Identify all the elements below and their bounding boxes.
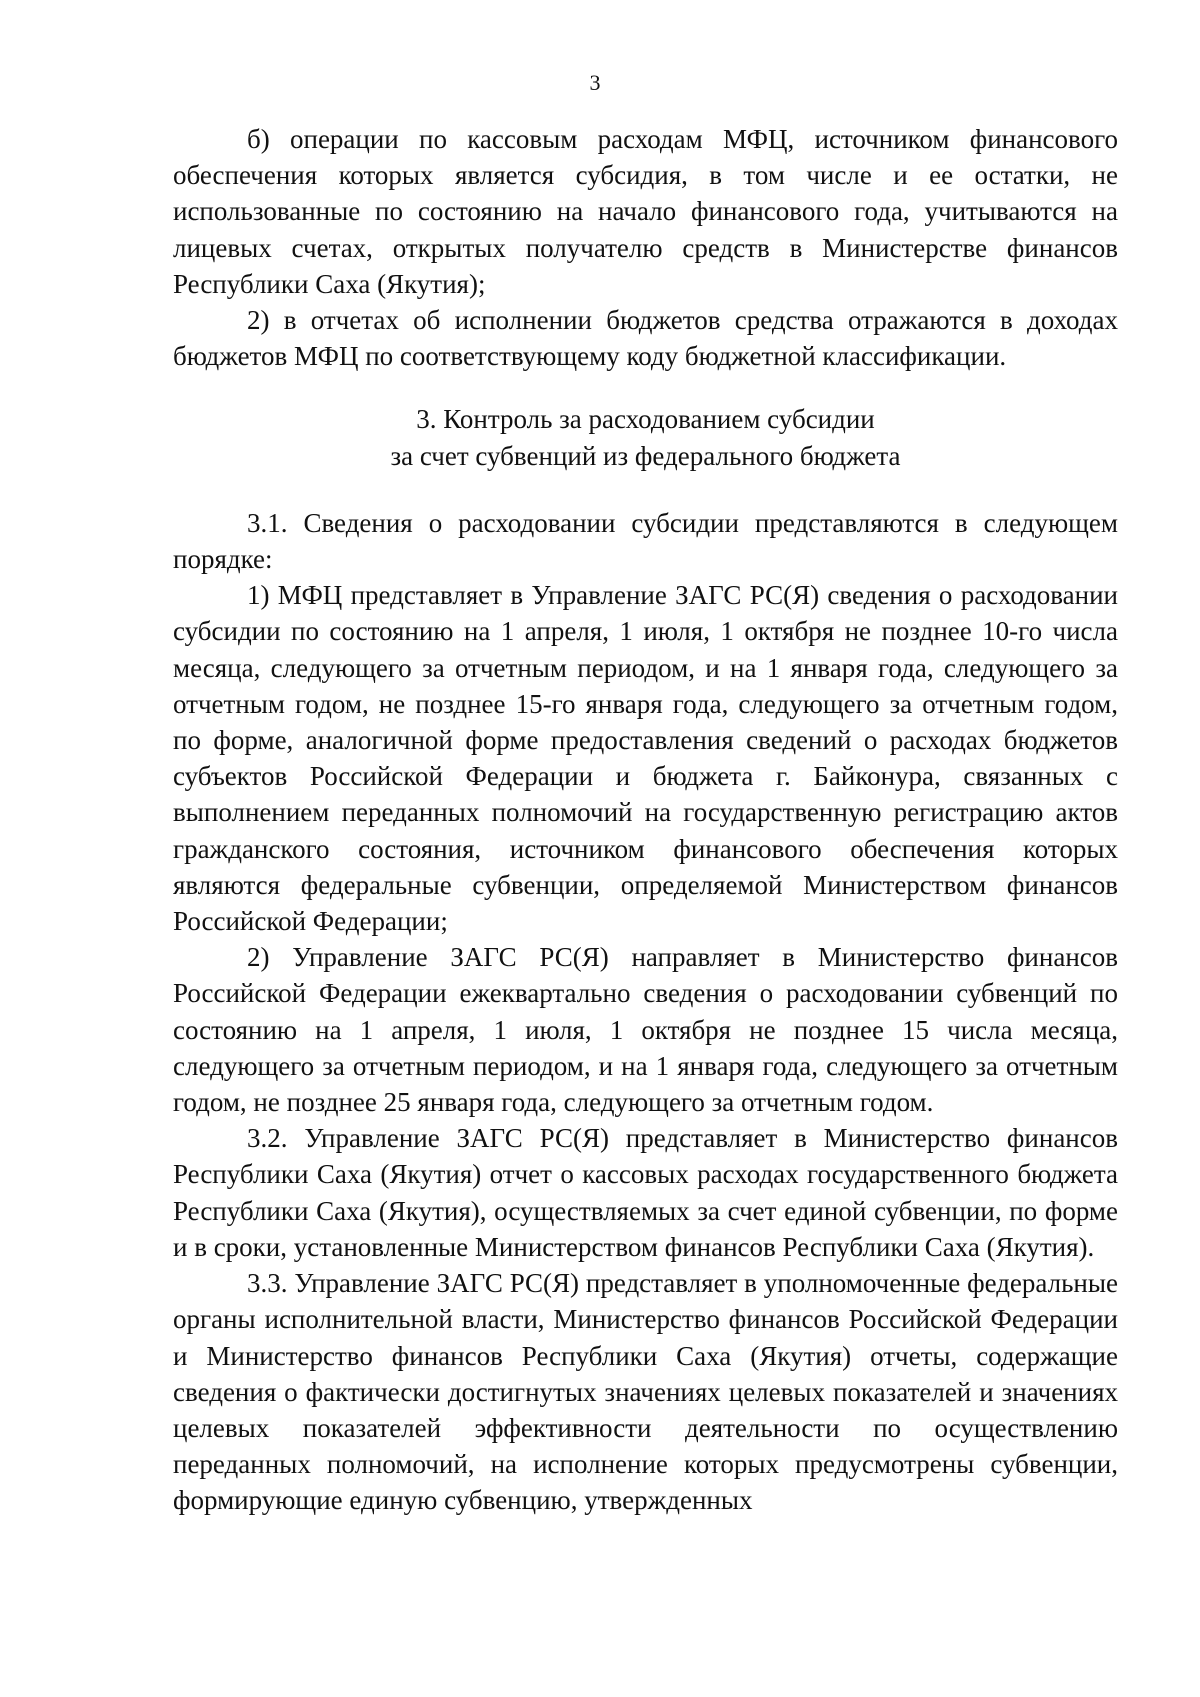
paragraph-3-1-item-2: 2) Управление ЗАГС РС(Я) направляет в Министерство финансов Российской Федерации ежеквартально сведения о расходовании субвенций по состоянию на 1 апреля, 1 июля, 1 октября не позднее 15 числа месяца, следующего за отчетным периодом, и на 1 января года, следующего за отчетным годом, не позднее 25 января года, следующего за отчетным годом.: [173, 942, 1118, 1118]
section-heading: [173, 401, 1118, 473]
paragraph-3-3: 3.3. Управление ЗАГС РС(Я) представляет в уполномоченные федеральные органы исполнительной власти, Министерство финансов Российской Федерации и Министерство финансов Республики Саха (Якутия) отчеты, содержащие сведения о фактически достигнутых значениях целевых показателей и значениях целевых показателей эффективности деятельности по осуществлению переданных полномочий, на исполнение которых предусмотрены субвенции, формирующие единую субвенцию, утвержденных: [173, 1268, 1118, 1516]
section-heading-line-2: за счет субвенций из федерального бюджета: [390, 440, 901, 471]
paragraph-3-1-item-1: 1) МФЦ представляет в Управление ЗАГС РС(Я) сведения о расходовании субсидии по состоянию на 1 апреля, 1 июля, 1 октября не позднее 10-го числа месяца, следующего за отчетным периодом, и на 1 января года, следующего за отчетным годом, не позднее 15-го января года, следующего за отчетным годом, по форме, аналогичной форме предоставления сведений о расходах бюджетов субъектов Российской Федерации и бюджета г. Байконура, связанных с выполнением переданных полномочий на государственную регистрацию актов гражданского состояния, источником финансового обеспечения которых являются федеральные субвенции, определяемой Министерством финансов Российской Федерации;: [173, 580, 1118, 937]
paragraph-3-2: 3.2. Управление ЗАГС РС(Я) представляет в Министерство финансов Республики Саха (Якутия) отчет о кассовых расходах государственного бюджета Республики Саха (Якутия), осуществляемых за счет единой субвенции, по форме и в сроки, установленные Министерством финансов Республики Саха (Якутия).: [173, 1123, 1118, 1262]
paragraph-3-1: 3.1. Сведения о расходовании субсидии представляются в следующем порядке:: [173, 507, 1118, 575]
page-number: 3: [589, 70, 601, 95]
section-heading-line-1: 3. Контроль за расходованием субсидии: [416, 404, 875, 435]
document-body: [173, 121, 1118, 1519]
paragraph-b-cash-operations: б) операции по кассовым расходам МФЦ, источником финансового обеспечения которых является субсидия, в том числе и ее остатки, не использованные по состоянию на начало финансового года, учитываются на лицевых счетах, открытых получателю средств в Министерстве финансов Республики Саха (Якутия);: [173, 124, 1118, 299]
paragraph-2-budget-reports: 2) в отчетах об исполнении бюджетов средства отражаются в доходах бюджетов МФЦ по соответствующему коду бюджетной классификации.: [173, 305, 1118, 372]
